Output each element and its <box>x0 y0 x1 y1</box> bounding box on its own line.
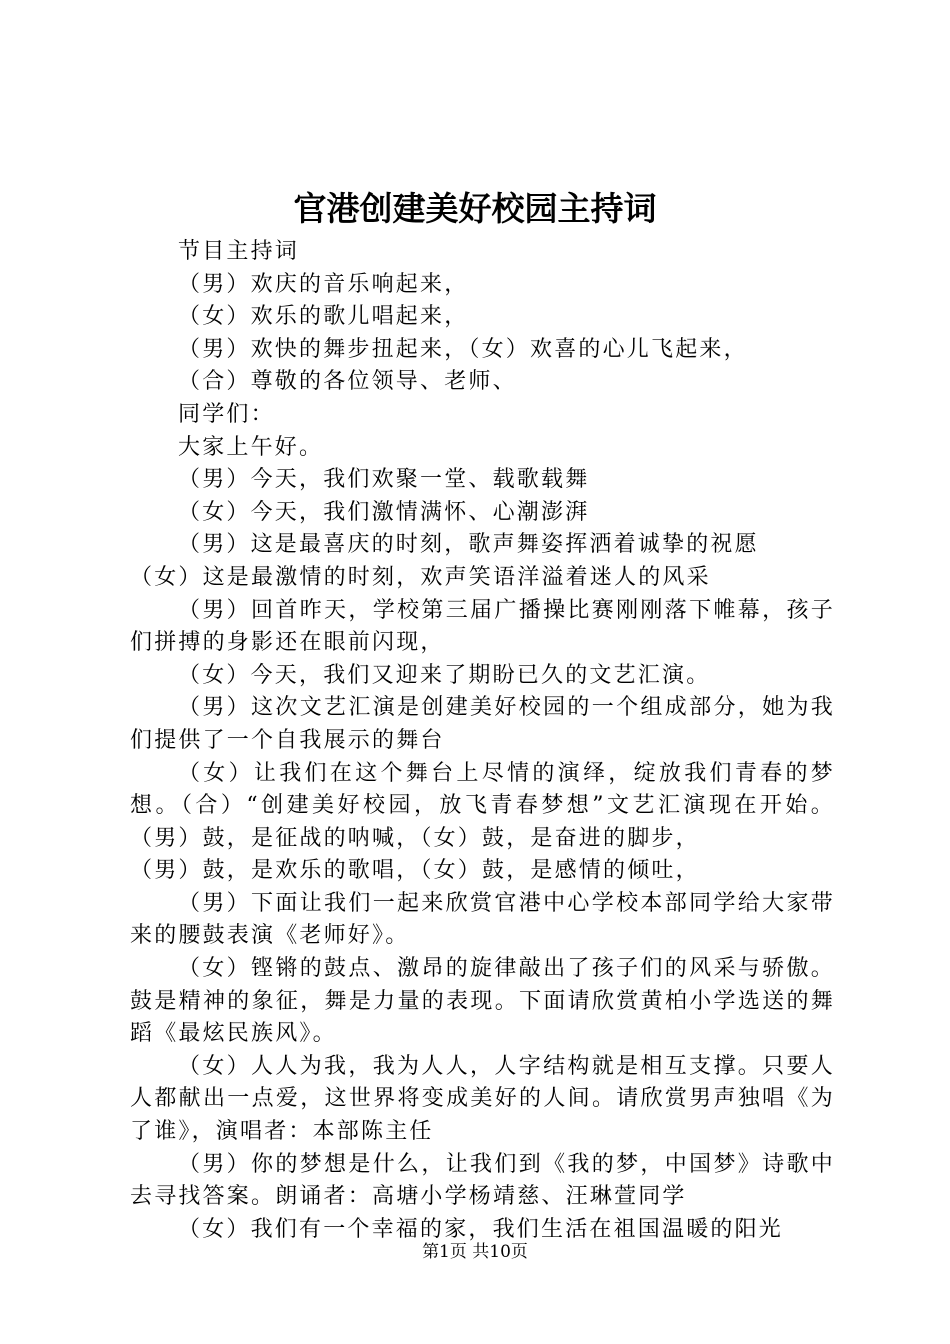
paragraph: （女）人人为我，我为人人，人字结构就是相互支撑。只要人人都献出一点爱，这世界将变成美好的人间。请欣赏男声独唱《为了谁》，演唱者：本部陈主任 <box>130 1053 835 1145</box>
paragraph: （男）鼓，是欢乐的歌唱，（女）鼓，是感情的倾吐， <box>130 858 700 884</box>
paragraph: （男）欢快的舞步扭起来，（女）欢喜的心儿飞起来， <box>178 336 748 362</box>
paragraph: 大家上午好。 <box>178 434 324 460</box>
paragraph: （女）欢乐的歌儿唱起来， <box>178 304 469 330</box>
document-title: 官港创建美好校园主持词 <box>293 189 657 228</box>
paragraph: 节目主持词 <box>178 239 300 264</box>
paragraph: （男）你的梦想是什么，让我们到《我的梦，中国梦》诗歌中去寻找答案。朗诵者：高塘小学杨靖慈、汪琳萱同学 <box>130 1151 835 1210</box>
paragraph: （女）这是最激情的时刻，欢声笑语洋溢着迷人的风采 <box>130 564 711 590</box>
paragraph: 同学们： <box>178 401 275 427</box>
paragraph: （男）这是最喜庆的时刻，歌声舞姿挥洒着诚挚的祝愿 <box>178 532 759 558</box>
paragraph: （男）回首昨天，学校第三届广播操比赛刚刚落下帷幕，孩子们拼搏的身影还在眼前闪现， <box>130 597 835 656</box>
page-number-footer: 第1页 共10页 <box>422 1242 528 1262</box>
paragraph: （男）这次文艺汇演是创建美好校园的一个组成部分，她为我们提供了一个自我展示的舞台 <box>130 695 835 753</box>
paragraph: （女）今天，我们又迎来了期盼已久的文艺汇演。 <box>178 662 711 688</box>
paragraph: （女）让我们在这个舞台上尽情的演绎，绽放我们青春的梦想。（合）“创建美好校园，放飞青春梦想”文艺汇演现在开始。（男）鼓，是征战的呐喊，（女）鼓，是奋进的脚步， <box>130 760 835 851</box>
paragraph: （合）尊敬的各位领导、老师、 <box>178 369 517 395</box>
paragraph: （女）我们有一个幸福的家，我们生活在祖国温暖的阳光 <box>178 1216 784 1242</box>
document-body <box>130 236 835 1246</box>
paragraph: （男）今天，我们欢聚一堂、载歌载舞 <box>178 467 590 493</box>
paragraph: （女）铿锵的鼓点、激昂的旋律敲出了孩子们的风采与骄傲。鼓是精神的象征，舞是力量的表现。下面请欣赏黄柏小学选送的舞蹈《最炫民族风》。 <box>130 956 835 1047</box>
paragraph: （女）今天，我们激情满怀、心潮澎湃 <box>178 499 590 525</box>
paragraph: （男）下面让我们一起来欣赏官港中心学校本部同学给大家带来的腰鼓表演《老师好》。 <box>130 890 835 949</box>
paragraph: （男）欢庆的音乐响起来， <box>178 271 469 297</box>
